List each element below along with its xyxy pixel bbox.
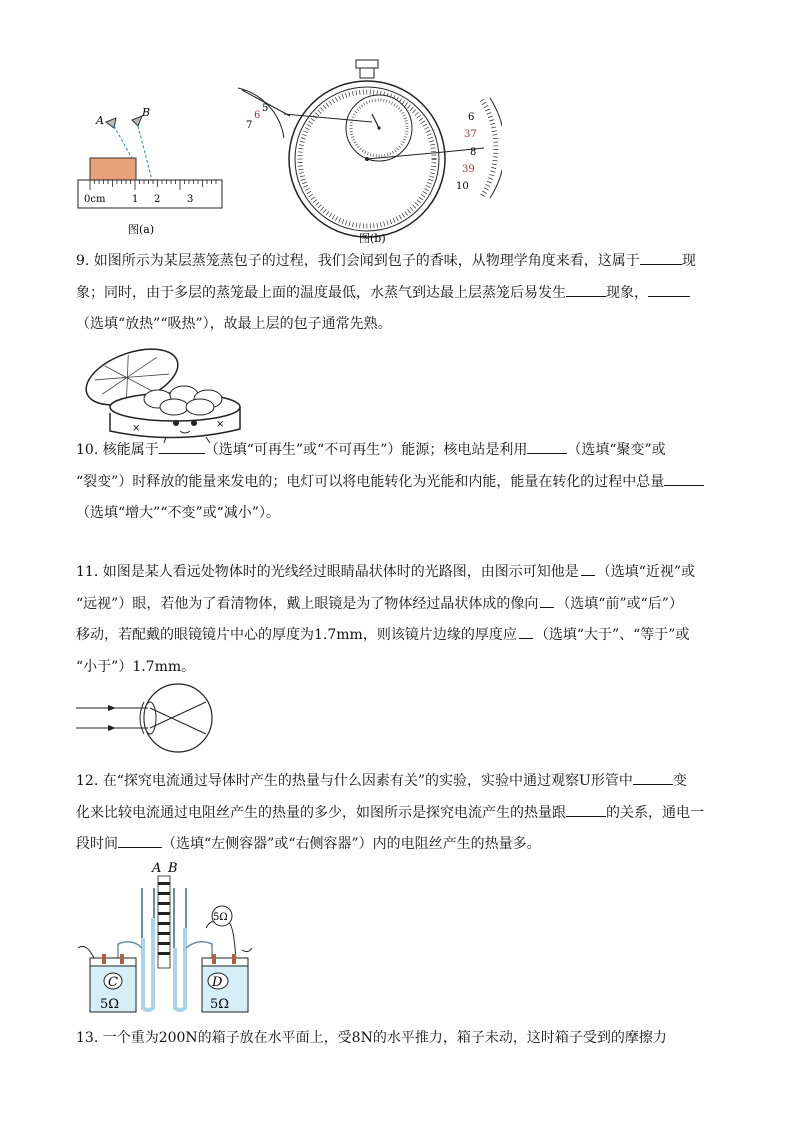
right-scale-8: 8: [470, 147, 477, 158]
q11-blank-2[interactable]: [540, 593, 554, 608]
steamer-figure: [76, 343, 246, 443]
ruler-tick-2: 2: [154, 194, 161, 205]
question-10: 10. 核能属于 （选填“可再生”或“不可再生”）能源；核电站是利用 （选填“聚变”或 “裂变”）时释放的能量来发电的；电灯可以将电能转化为光能和内能，能量在转化的过程中总量 （选填“增大”“不变”或“减小”）。: [76, 435, 716, 530]
wood-block: [90, 158, 136, 180]
ruler-tick-3: 3: [187, 194, 194, 205]
q9-line3: （选填“放热”“吸热”），故最上层的包子通常先熟。: [76, 316, 392, 332]
point-a-label: A: [96, 114, 104, 127]
tube-b-label: B: [168, 861, 178, 876]
right-scale-6: 6: [468, 112, 475, 123]
eye-b-icon: [132, 116, 142, 126]
q12-blank-2[interactable]: [566, 802, 606, 817]
svg-text:×: ×: [216, 419, 225, 430]
ruler-tick-1: 1: [132, 194, 139, 205]
q10-blank-3[interactable]: [664, 471, 704, 486]
question-13: [76, 1023, 716, 1055]
question-11: 11. 如图是某人看远处物体时的光线经过眼睛晶状体时的光路图，由图示可知他是 （选填“近视”或 “远视”）眼，若他为了看清物体，戴上眼镜是为了物体经过晶状体成的像向 （选填“前”或“后”） 移动，若配戴的眼镜镜片中心的厚度为1.7mm，则该镜片边缘的厚度应 （选填“大于”、“等于”或 “小于”）1.7mm。: [76, 557, 716, 683]
q9-blank-2[interactable]: [566, 282, 606, 297]
container-c-label: C: [108, 975, 118, 990]
figure-b-caption: 图(b): [359, 232, 386, 245]
resistor-top-label: 5Ω: [213, 912, 228, 923]
q13-line1: 13. 一个重为200N的箱子放在水平面上，受8N的水平推力，箱子未动，这时箱子受到的摩擦力: [76, 1030, 667, 1046]
bun: [160, 399, 188, 415]
q11-blank-1[interactable]: [581, 561, 595, 576]
left-scale-7: 7: [246, 120, 253, 131]
eye-lens: [144, 702, 156, 734]
left-magnifier: [238, 88, 284, 138]
figure-b: [232, 56, 502, 246]
q10-blank-1[interactable]: [159, 439, 205, 454]
right-scale-37: 37: [464, 129, 477, 140]
q9-blank-3[interactable]: [648, 282, 690, 297]
question-9: 9. 如图所示为某层蒸笼蒸包子的过程，我们会闻到包子的香味，从物理学角度来看，这属于 现 象；同时，由于多层的蒸笼最上面的温度最低，水蒸气到达最上层蒸笼后易发生 现象， （选填“放热”“吸热”），故最上层的包子通常先熟。: [76, 246, 716, 341]
tube-a-label: A: [152, 861, 162, 876]
container-d-label: D: [212, 975, 223, 990]
stopwatch-crown: [356, 60, 378, 68]
q11-blank-3[interactable]: [519, 624, 533, 639]
left-scale-6: 6: [254, 110, 261, 121]
svg-text:×: ×: [132, 423, 141, 434]
point-b-label: B: [142, 106, 151, 119]
eye-diagram: [74, 680, 224, 760]
q12-blank-1[interactable]: [633, 770, 673, 785]
q9-line1: 9. 如图所示为某层蒸笼蒸包子的过程，我们会闻到包子的香味，从物理学角度来看，这属于: [76, 253, 640, 269]
resistor-d-label: 5Ω: [210, 997, 230, 1012]
q9-blank-1[interactable]: [640, 250, 682, 265]
right-scale-10: 10: [456, 181, 469, 192]
left-scale-5: 5: [262, 103, 269, 114]
q9-line2: 象；同时，由于多层的蒸笼最上面的温度最低，水蒸气到达最上层蒸笼后易发生: [76, 284, 566, 301]
bun: [186, 399, 214, 415]
question-12: 12. 在“探究电流通过导体时产生的热量与什么因素有关”的实验，实验中通过观察U形管中 变 化来比较电流通过电阻丝产生的热量的多少，如图所示是探究电流产生的热量跟 的关系，通电一 段时间 （选填“左侧容器”或“右侧容器”）内的电阻丝产生的热量多。: [76, 766, 716, 861]
ruler-tick-0: 0cm: [84, 194, 106, 205]
resistor-c-label: 5Ω: [100, 997, 120, 1012]
joule-experiment-figure: [76, 858, 256, 1018]
q10-blank-2[interactable]: [527, 439, 567, 454]
right-scale-39: 39: [462, 164, 475, 175]
figure-a-caption: 图(a): [128, 223, 155, 236]
right-magnifier: [490, 98, 502, 198]
q12-blank-3[interactable]: [118, 833, 162, 848]
figure-a: [70, 100, 230, 240]
